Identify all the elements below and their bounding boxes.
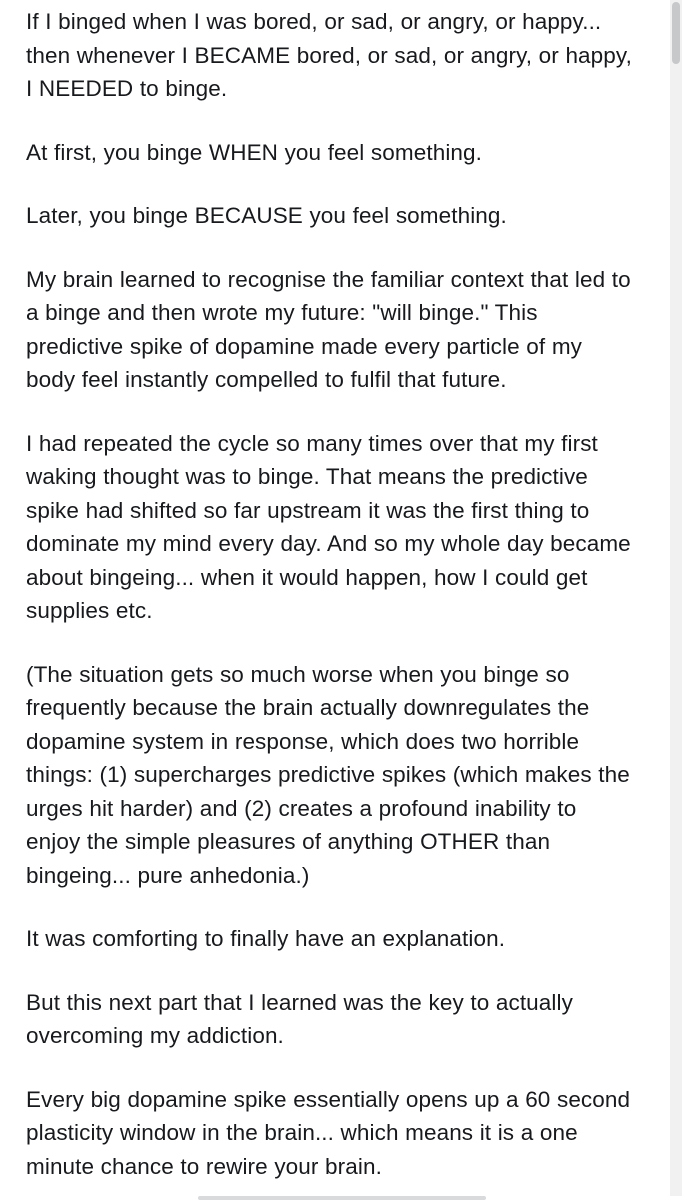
paragraph: If I binged when I was bored, or sad, or angry, or happy... then whenever I BECAME bored, or sad, or angry, or happy, I NEEDED to binge. — [26, 9, 632, 101]
paragraph: But this next part that I learned was the key to actually overcoming my addiction. — [26, 989, 573, 1048]
paragraph: Later, you binge BECAUSE you feel something. — [26, 203, 507, 228]
vertical-scrollbar-thumb[interactable] — [672, 2, 680, 64]
paragraph: (The situation gets so much worse when you binge so frequently because the brain actually downregulates the dopamine system in response, which does two horrible things: (1) supercharges predictive spikes (which makes the urges hit harder) and (2) creates a profound inability to enjoy the simple pleasures of anything OTHER than bingeing... pure anhedonia.) — [26, 661, 630, 888]
paragraph: My brain learned to recognise the familiar context that led to a binge and then wrote my future: "will binge." This predictive spike of dopamine made every particle of my body feel instantly compelled to fulfil that future. — [26, 266, 631, 392]
paragraph: I had repeated the cycle so many times over that my first waking thought was to binge. That means the predictive spike had shifted so far upstream it was the first thing to dominate my mind every day. And so my whole day became about bingeing... when it would happen, how I could get supplies etc. — [26, 430, 631, 623]
paragraph: It was comforting to finally have an explanation. — [26, 926, 506, 951]
paragraph: Every big dopamine spike essentially opens up a 60 second plasticity window in the brain... which means it is a one minute chance to rewire your brain. — [26, 1086, 631, 1179]
horizontal-scrollbar[interactable] — [0, 1196, 682, 1200]
vertical-scrollbar[interactable] — [670, 0, 682, 1200]
paragraph: At first, you binge WHEN you feel something. — [26, 139, 482, 165]
horizontal-scrollbar-thumb[interactable] — [198, 1196, 486, 1200]
